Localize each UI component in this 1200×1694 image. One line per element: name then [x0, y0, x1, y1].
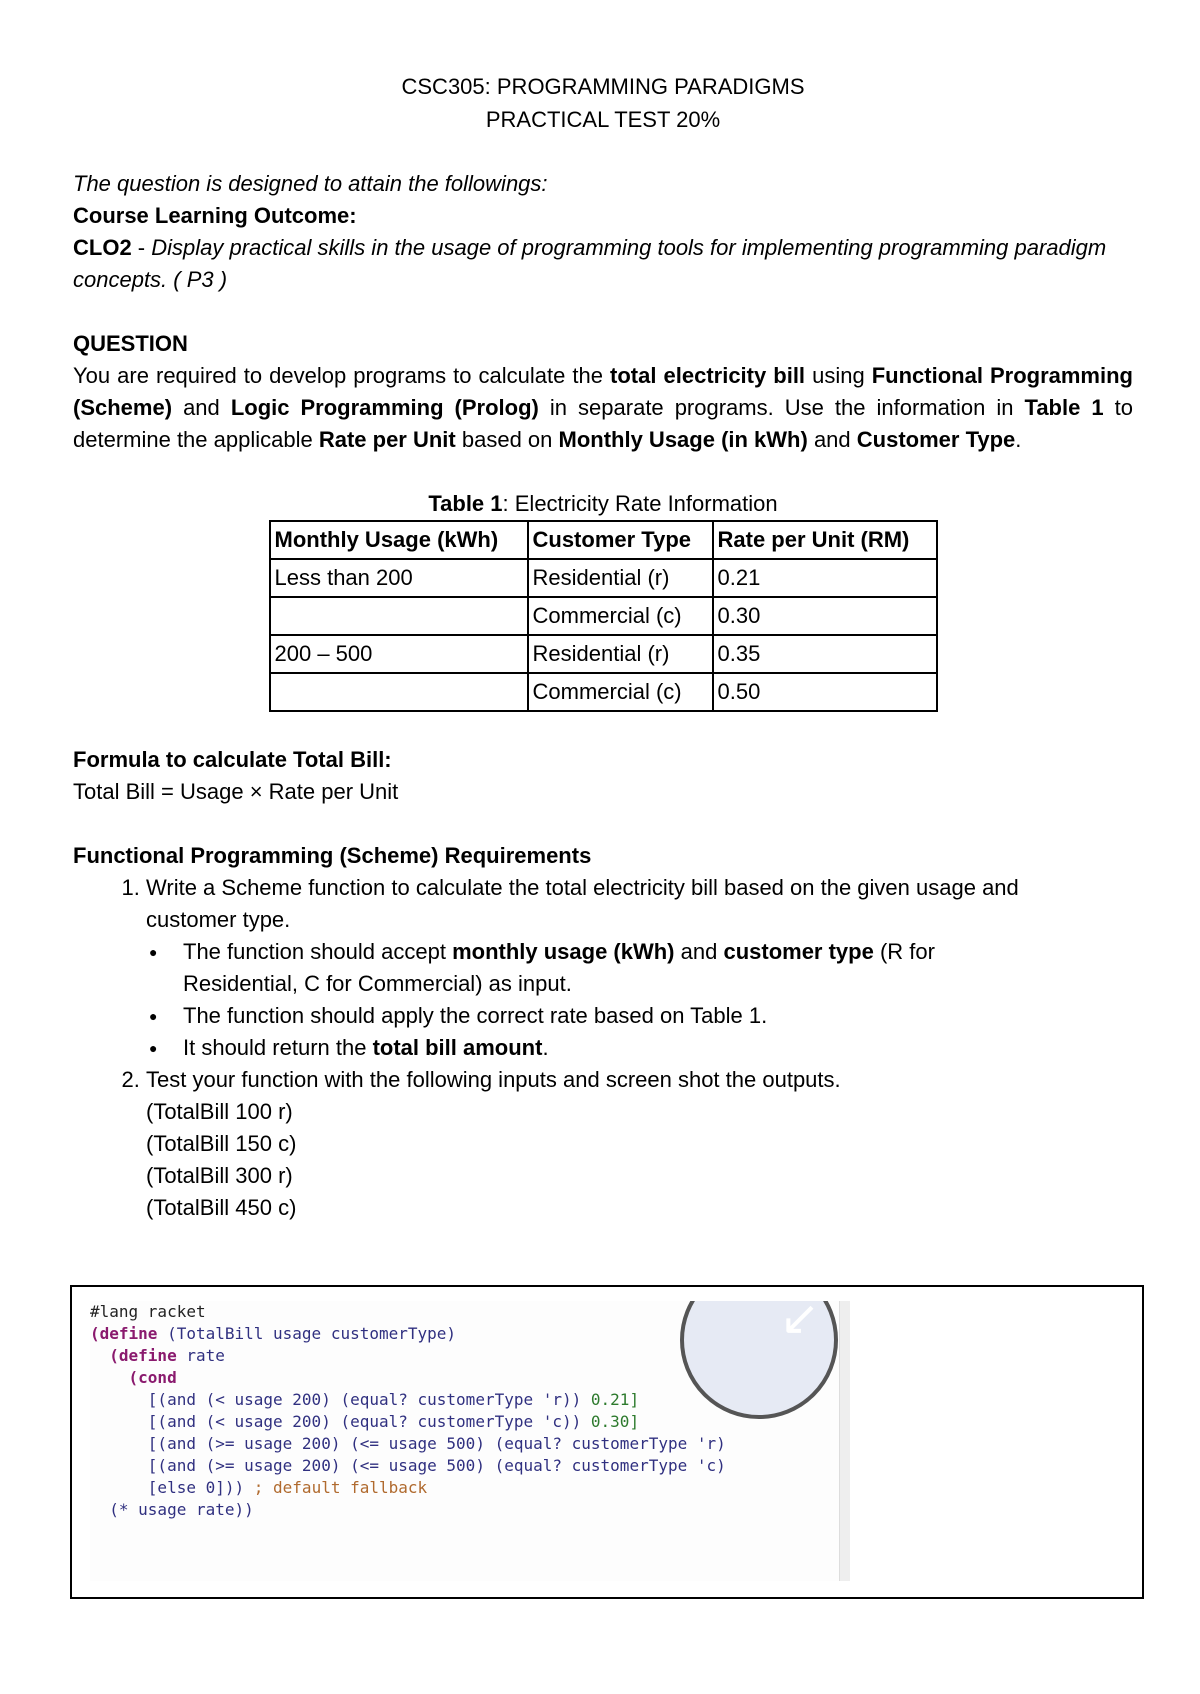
table-cell: Residential (r) [528, 635, 713, 673]
q-bold-1: total electricity bill [610, 363, 806, 388]
rate-table [269, 520, 938, 712]
code-text: (TotalBill usage customerType) [167, 1324, 457, 1343]
bullet-item [183, 936, 943, 1000]
q-bold-5: Rate per Unit [318, 427, 456, 452]
q-bold-4: Table 1 [1024, 395, 1104, 420]
code-text: rate [186, 1346, 225, 1365]
formula-heading: Formula to calculate Total Bill: [73, 747, 392, 772]
code-line [90, 1477, 850, 1499]
table-caption-label: Table 1 [428, 491, 503, 516]
table-cell: 0.35 [713, 635, 937, 673]
clo-text: Display practical skills in the usage of programming tools for implementing programming paradigm concepts. ( P3 ) [73, 235, 1107, 292]
q-text-5: to determine the applicable [73, 395, 1133, 452]
q-text-7: and [807, 427, 857, 452]
question-heading: QUESTION [73, 331, 188, 356]
vertical-scrollbar[interactable] [839, 1301, 850, 1581]
bullet-text: (R for Residential, C for Commercial) as input. [183, 939, 935, 996]
course-title-text: CSC305: PROGRAMMING PARADIGMS [401, 74, 805, 99]
bullet-text: and [674, 939, 724, 964]
table-header-row [270, 521, 937, 559]
code-text: [(and (< usage 200) (equal? customerType 'r)) [90, 1390, 591, 1409]
purpose-line: The question is designed to attain the followings: [73, 171, 548, 196]
bullet-list [146, 936, 943, 1064]
code-line [90, 1499, 850, 1521]
scheme-heading: Functional Programming (Scheme) Requirements [73, 843, 592, 868]
table-caption-text: : Electricity Rate Information [502, 491, 778, 516]
bullet-item [183, 1032, 943, 1064]
code-keyword: (define [90, 1324, 168, 1343]
clo-code: CLO2 [73, 235, 132, 260]
code-comment: ; default fallback [253, 1478, 428, 1497]
table-cell: Commercial (c) [528, 597, 713, 635]
code-text: (* usage rate)) [90, 1500, 254, 1519]
code-line [90, 1455, 850, 1477]
requirement-text: 2. Test your function with the following inputs and screen shot the outputs. (TotalBill 100 r) [146, 1067, 841, 1124]
test-input: (TotalBill 300 r) [146, 1163, 293, 1188]
code-keyword: (cond [90, 1368, 177, 1387]
table-header: Rate per Unit (RM) [713, 521, 937, 559]
table-cell: Commercial (c) [528, 673, 713, 711]
table-caption [73, 488, 1133, 520]
table-header: Customer Type [528, 521, 713, 559]
q-bold-6: Monthly Usage (in kWh) [558, 427, 808, 452]
table-row [270, 635, 937, 673]
formula-text: Total Bill = Usage × Rate per Unit [73, 779, 399, 804]
bullet-text: The function should accept [183, 939, 453, 964]
table-row [270, 673, 937, 711]
clo-paragraph [73, 232, 1133, 296]
q-text-6: based on [455, 427, 559, 452]
document-page [73, 70, 1133, 1224]
code-number: 0.21] [590, 1390, 640, 1409]
code-screenshot-box [70, 1285, 1144, 1599]
table-cell [270, 673, 528, 711]
code-screenshot [90, 1301, 850, 1581]
q-text-3: and [172, 395, 231, 420]
test-input: (TotalBill 150 c) [146, 1131, 297, 1156]
code-text: [else 0])) [90, 1478, 254, 1497]
arrow-icon: ↙ [779, 1301, 820, 1346]
bullet-bold: total bill amount [372, 1035, 543, 1060]
table-cell: 0.50 [713, 673, 937, 711]
q-text-1: You are required to develop programs to calculate the [73, 363, 611, 388]
question-paragraph [73, 360, 1133, 456]
requirement-item [146, 872, 1046, 1064]
q-text-2: using [805, 363, 872, 388]
q-bold-2: Functional Programming (Scheme) [73, 363, 1133, 420]
requirements-list [73, 872, 1133, 1224]
table-cell [270, 597, 528, 635]
bullet-item: ● The function should apply the correct rate based on Table 1. [183, 1000, 943, 1032]
clo-heading: Course Learning Outcome: [73, 203, 357, 228]
requirement-text: Write a Scheme function to calculate the total electricity bill based on the given usage and customer type. [146, 875, 1019, 932]
bullet-text: . [542, 1035, 549, 1060]
test-title-text: PRACTICAL TEST 20% [485, 107, 721, 132]
table-row [270, 597, 937, 635]
q-text-8: . [1015, 427, 1022, 452]
bullet-bold: monthly usage (kWh) [452, 939, 675, 964]
test-title [73, 103, 1133, 136]
q-bold-7: Customer Type [856, 427, 1016, 452]
code-number: 0.30] [590, 1412, 640, 1431]
table-cell: 200 – 500 [270, 635, 528, 673]
test-input: (TotalBill 450 c) [146, 1195, 297, 1220]
clo-separator: - [131, 235, 152, 260]
table-cell: 0.30 [713, 597, 937, 635]
bullet-text: It should return the [183, 1035, 373, 1060]
table-header: Monthly Usage (kWh) [270, 521, 528, 559]
code-text: [(and (>= usage 200) (<= usage 500) (equal? customerType 'r) [90, 1434, 726, 1453]
code-line [90, 1433, 850, 1455]
course-title [73, 70, 1133, 103]
q-bold-3: Logic Programming (Prolog) [230, 395, 539, 420]
code-text: [(and (>= usage 200) (<= usage 500) (equal? customerType 'c) [90, 1456, 726, 1475]
requirement-item [146, 1064, 846, 1224]
code-keyword: (define [90, 1346, 187, 1365]
bullet-bold: customer type [723, 939, 874, 964]
q-text-4: in separate programs. Use the information in [538, 395, 1025, 420]
table-cell: Less than 200 [270, 559, 528, 597]
code-text: [(and (< usage 200) (equal? customerType 'c)) [90, 1412, 591, 1431]
table-row [270, 559, 937, 597]
table-cell: 0.21 [713, 559, 937, 597]
table-cell: Residential (r) [528, 559, 713, 597]
code-text: #lang racket [90, 1302, 206, 1321]
